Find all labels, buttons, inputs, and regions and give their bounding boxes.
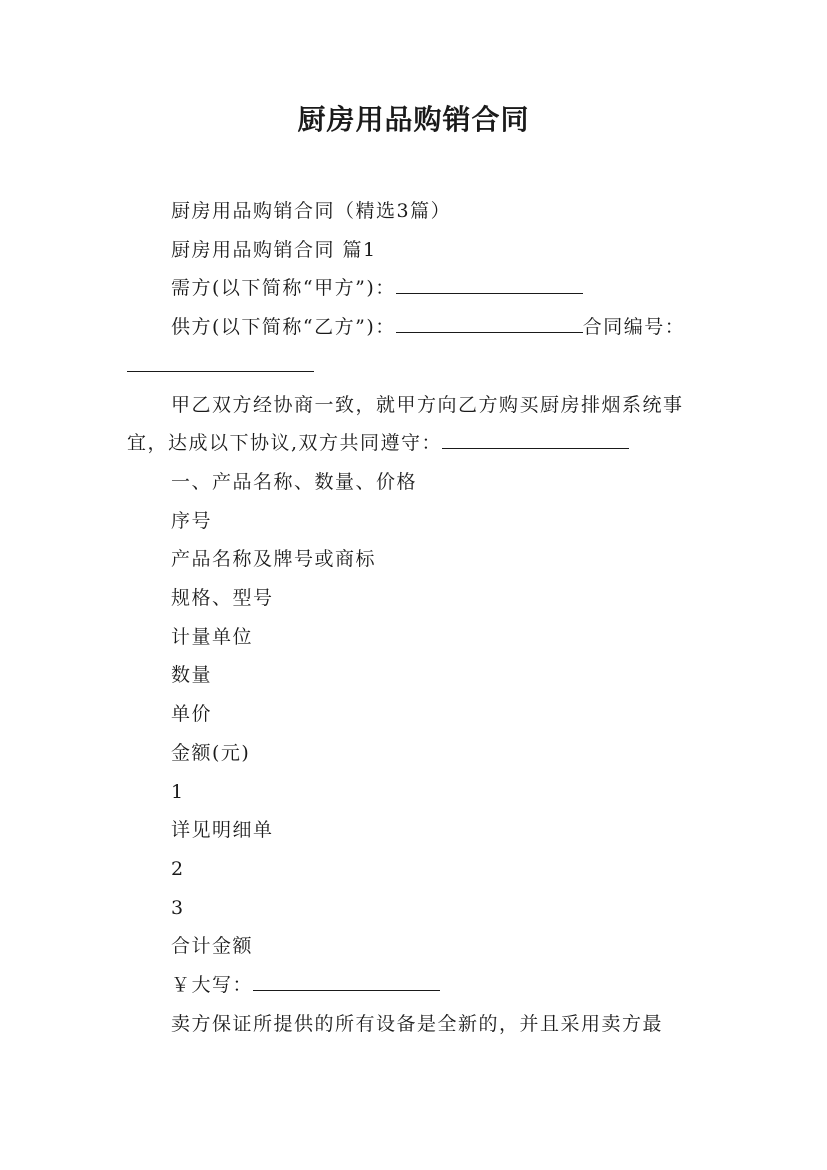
fill-in-blank — [396, 331, 583, 333]
paragraph-text: 供方(以下简称“乙方”)： — [171, 316, 396, 339]
paragraph-table-cell — [127, 773, 705, 812]
paragraph-section-one — [127, 463, 705, 502]
paragraph-table-cell — [127, 618, 705, 657]
paragraph-supplier — [127, 308, 705, 385]
paragraph-text: 合同编号： — [582, 316, 686, 339]
paragraph-table-cell — [127, 811, 705, 850]
paragraph-table-cell — [127, 889, 705, 928]
paragraph-text: 数量 — [171, 664, 213, 687]
paragraph-text: 合计金额 — [171, 935, 254, 958]
paragraph-text: 计量单位 — [171, 625, 254, 648]
document-body — [127, 192, 705, 1043]
paragraph-text: 金额(元) — [171, 741, 251, 764]
paragraph-total — [127, 927, 705, 966]
paragraph-text: 甲乙双方经协商一致，就甲方向乙方购买厨房排烟系统事宜，达成以下协议,双方共同遵守： — [127, 393, 684, 455]
paragraph-text: ￥大写： — [171, 974, 254, 997]
paragraph-table-cell — [127, 502, 705, 541]
paragraph-amount-words — [127, 966, 705, 1005]
paragraph-table-cell — [127, 656, 705, 695]
fill-in-blank — [442, 447, 629, 449]
paragraph-buyer — [127, 269, 705, 308]
paragraph-table-cell — [127, 540, 705, 579]
paragraph-text: 厨房用品购销合同（精选3篇） — [171, 200, 452, 222]
paragraph-text: 规格、型号 — [171, 587, 274, 610]
paragraph-text: 一、产品名称、数量、价格 — [171, 470, 418, 493]
paragraph-text: 2 — [171, 857, 185, 880]
paragraph-section-heading — [127, 231, 705, 270]
paragraph-text: 产品名称及牌号或商标 — [171, 548, 377, 571]
paragraph-text: 详见明细单 — [171, 819, 274, 842]
paragraph-table-cell — [127, 579, 705, 618]
paragraph-agreement — [127, 386, 705, 463]
document-title: 厨房用品购销合同 — [297, 103, 530, 136]
paragraph-text: 3 — [171, 896, 185, 919]
paragraph-text: 单价 — [171, 703, 213, 726]
fill-in-blank — [396, 292, 583, 294]
paragraph-text: 序号 — [171, 509, 213, 532]
paragraph-text: 卖方保证所提供的所有设备是全新的，并且采用卖方最 — [171, 1012, 664, 1035]
paragraph-table-cell — [127, 734, 705, 773]
paragraph-intro — [127, 192, 705, 231]
paragraph-warranty — [127, 1005, 705, 1044]
fill-in-blank — [127, 370, 314, 372]
paragraph-table-cell — [127, 695, 705, 734]
paragraph-table-cell — [127, 850, 705, 889]
paragraph-text: 需方(以下简称“甲方”)： — [171, 277, 396, 300]
fill-in-blank — [253, 989, 440, 991]
paragraph-text: 厨房用品购销合同 篇1 — [171, 238, 377, 261]
paragraph-text: 1 — [171, 780, 185, 803]
